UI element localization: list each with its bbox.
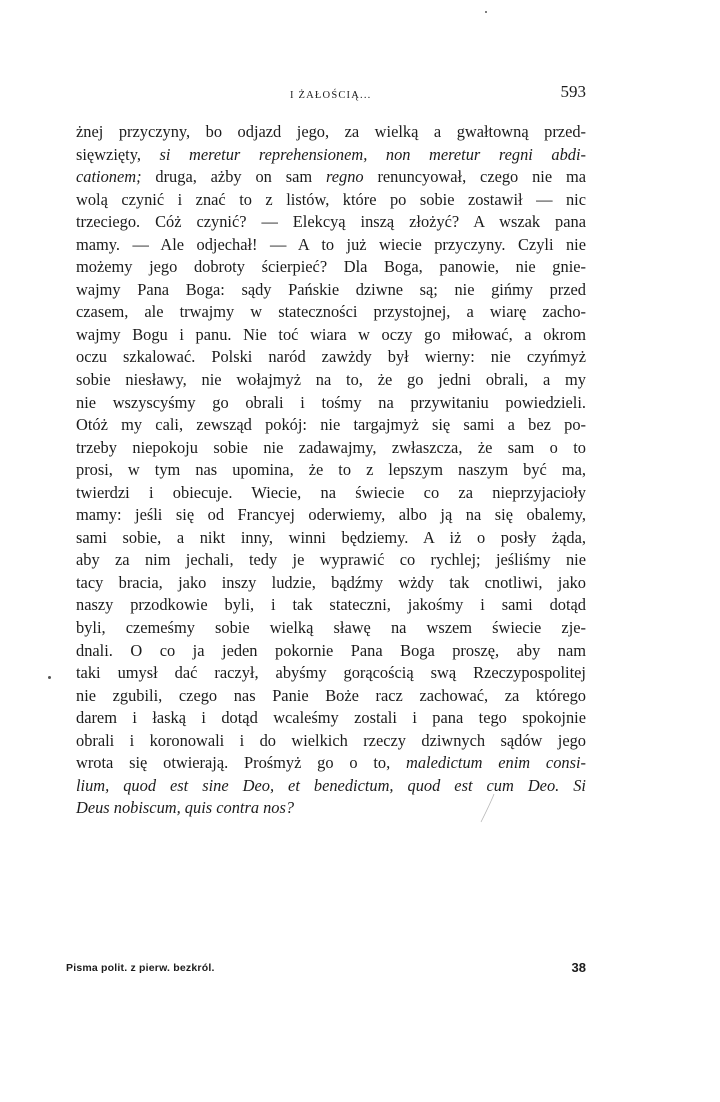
text-segment: trzeciego. Cóż czynić? — Elekcyą inszą złożyć? A wszak pana	[76, 212, 586, 232]
text-segment: Otóż my cali, zewsząd pokój: nie targajmyż się sami a bez po-	[76, 415, 586, 435]
text-line	[76, 144, 586, 167]
text-line	[76, 685, 586, 708]
text-segment: sobie niesławy, nie wołajmyż na to, że go jedni obrali, a my	[76, 370, 586, 390]
text-line	[76, 482, 586, 505]
pencil-mark	[478, 792, 498, 826]
page-footer	[66, 962, 586, 982]
text-segment: obrali i koronowali i do wielkich rzeczy dziwnych sądów jego	[76, 730, 586, 750]
text-line	[76, 437, 586, 460]
text-line	[76, 775, 586, 798]
scan-speck	[485, 11, 487, 13]
text-line	[76, 640, 586, 663]
text-segment: renuncyował, czego nie ma	[363, 167, 587, 187]
footer-signature: Pisma polit. z pierw. bezkról.	[66, 962, 215, 974]
text-segment: druga, ażby on sam	[141, 167, 326, 187]
text-line	[76, 414, 586, 437]
text-segment: mamy. — Ale odjechał! — A to już wiecie przyczyny. Czyli nie	[76, 234, 586, 254]
text-line	[76, 797, 586, 820]
text-line	[76, 279, 586, 302]
text-segment: naszy przodkowie byli, i tak stateczni, jakośmy i sami dotąd	[76, 595, 586, 615]
running-title: I ŻAŁOŚCIĄ...	[290, 90, 372, 101]
text-line	[76, 392, 586, 415]
text-line	[76, 166, 586, 189]
text-line	[76, 594, 586, 617]
text-segment: wrota się otwierają. Prośmyż go o to,	[76, 753, 406, 773]
italic-latin-phrase: regno	[325, 167, 364, 187]
text-segment: możemy jego dobroty ścierpieć? Dla Boga, panowie, nie gnie-	[76, 257, 586, 277]
text-segment: mamy: jeśli się od Francyej oderwiemy, albo ją na się obalemy,	[76, 505, 586, 525]
text-segment: nie wszyscyśmy go obrali i tośmy na przywitaniu powiedzieli.	[76, 392, 586, 412]
text-line	[76, 346, 586, 369]
page-number: 593	[560, 82, 586, 101]
text-line	[76, 189, 586, 212]
text-segment: wajmy Bogu i panu. Nie toć wiara w oczy go miłować, a okrom	[76, 324, 586, 344]
text-line	[76, 121, 586, 144]
text-segment: byli, czemeśmy sobie wielką sławę na wszem świecie zje-	[76, 618, 586, 638]
text-segment: oczu szkalować. Polski naród zawżdy był wierny: nie czyńmyż	[76, 347, 586, 367]
text-line	[76, 730, 586, 753]
text-segment: prosi, w tym nas upomina, że to z lepszym naszym być ma,	[76, 460, 586, 480]
text-line	[76, 752, 586, 775]
text-segment: czasem, ale trwajmy w stateczności przystojnej, a wiarę zacho-	[76, 302, 586, 322]
text-segment: sięwzięty,	[76, 144, 160, 164]
italic-latin-phrase: maledictum enim consi-	[406, 753, 586, 773]
text-segment: tacy bracia, jako inszy ludzie, bądźmy wżdy tak cnotliwi, jako	[76, 572, 586, 592]
text-line	[76, 707, 586, 730]
text-segment: nie zgubili, czego nas Panie Boże racz zachować, za którego	[76, 685, 586, 705]
text-segment: wolą czynić i znać to z listów, które po sobie zostawił — nic	[76, 189, 586, 209]
text-line	[76, 256, 586, 279]
italic-latin-phrase: si meretur reprehensionem, non meretur regni abdi-	[159, 144, 587, 164]
text-line	[76, 549, 586, 572]
text-line	[76, 504, 586, 527]
scan-speck	[48, 676, 51, 679]
text-line	[76, 572, 586, 595]
running-head	[76, 84, 586, 104]
text-segment: żnej przyczyny, bo odjazd jego, za wielką a gwałtowną przed-	[76, 122, 586, 141]
text-segment: taki umysł dać raczył, abyśmy gorącością swą Rzeczypospolitej	[76, 663, 586, 683]
italic-latin-phrase: Deus nobiscum, quis contra nos?	[76, 798, 295, 818]
text-segment: trzeby niepokoju sobie nie zadawajmy, zwłaszcza, że sam o to	[76, 437, 586, 457]
body-text	[76, 121, 586, 820]
text-line	[76, 369, 586, 392]
text-segment: twierdzi i obiecuje. Wiecie, na świecie co za nieprzyjacioły	[76, 482, 586, 502]
text-line	[76, 617, 586, 640]
text-line	[76, 527, 586, 550]
text-line	[76, 211, 586, 234]
text-line	[76, 234, 586, 257]
text-line	[76, 324, 586, 347]
text-segment: dnali. O co ja jeden pokornie Pana Boga proszę, aby nam	[76, 640, 586, 660]
text-segment: aby za nim jechali, tedy je wyprawić co rychlej; jeśliśmy nie	[76, 550, 586, 570]
text-segment: darem i łaską i dotąd wcaleśmy zostali i pana tego spokojnie	[76, 708, 586, 728]
sheet-number: 38	[571, 960, 586, 975]
italic-latin-phrase: lium, quod est sine Deo, et benedictum, quod est cum Deo. Si	[76, 775, 586, 795]
text-line	[76, 459, 586, 482]
text-segment: wajmy Pana Boga: sądy Pańskie dziwne są; nie gińmy przed	[76, 279, 586, 299]
text-segment: sami sobie, a nikt inny, winni będziemy. A iż o posły żąda,	[76, 527, 586, 547]
text-line	[76, 301, 586, 324]
text-line	[76, 662, 586, 685]
italic-latin-phrase: cationem;	[76, 167, 142, 187]
